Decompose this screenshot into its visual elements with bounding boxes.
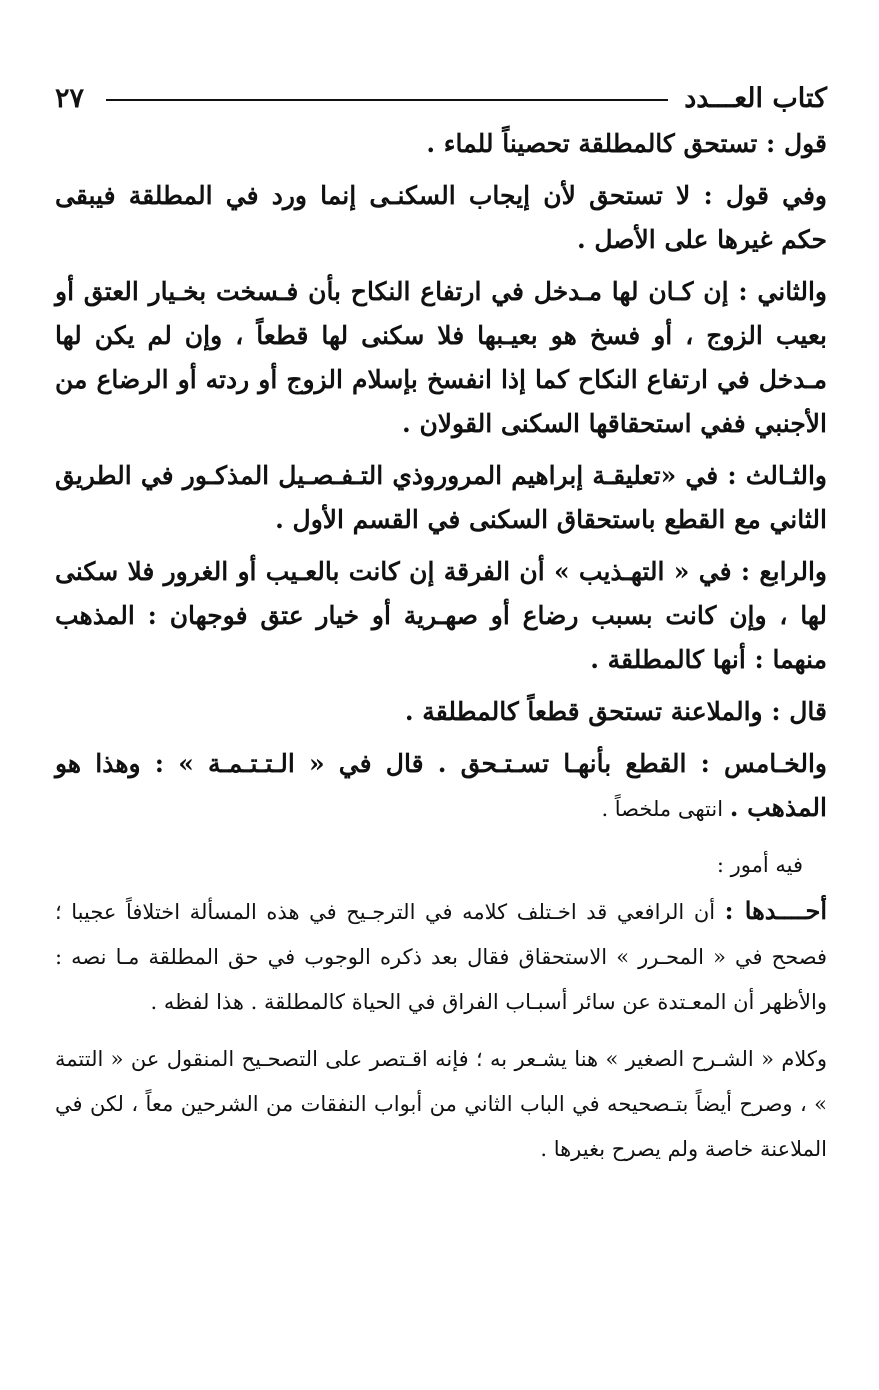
header-rule [106, 99, 668, 101]
paragraph-8: فيه أمور : [716, 853, 803, 877]
running-header [55, 78, 827, 118]
paragraph-3: والثاني : إن كـان لها مـدخل في ارتفاع النكاح بأن فـسخت بخـيار العتق أو بعيب الزوج ، أو فسخ هو بعيـبها فلا سكنى لها قطعاً ، وإن لم يكن لها مـدخل في ارتفاع النكاح كما إذا انفسخ بإسلام الزوج أو ردته أو الرضاع من الأجنبي ففي استحقاقها السكنى القولان . [55, 277, 827, 438]
paragraph-9 [55, 888, 827, 1025]
paragraph-6: قال : والملاعنة تستحق قطعاً كالمطلقة . [404, 697, 827, 726]
paragraph-7-lead: والخـامس : القطع بأنهـا تسـتـحق . قال في « الـتـتـمـة » : وهذا هو المذهب . [55, 749, 827, 822]
page [55, 78, 827, 1390]
paragraph-10: وكلام « الشـرح الصغير » هنا يشـعر به ؛ فإنه اقـتصر على التصحـيح المنقول عن « التتمة » ، وصرح أيضاً بتـصحيحه في الباب الثاني من أبواب النفقات من الشرحين معاً ، لكن في الملاعنة خاصة ولم يصرح بغيرها . [55, 1047, 827, 1161]
paragraph-9-tail: أن الرافعي قد اخـتلف كلامه في الترجـيح في هذه المسألة اختلافاً عجيبا ؛ فصحح في « المحـرر » الاستحقاق فقال بعد ذكره الوجوب في حق المطلقة مـا نصه : والأظهر أن المعـتدة عن سائر أسبـاب الفراق في الحياة كالمطلقة . هذا لفظه . [55, 900, 827, 1014]
header-title: كتاب العـــدد [684, 82, 827, 114]
paragraph-7-tail: انتهى ملخصاً . [601, 797, 730, 821]
paragraph-1: قول : تستحق كالمطلقة تحصيناً للماء . [426, 129, 827, 158]
paragraph-7 [55, 742, 827, 831]
paragraph-5: والرابع : في « التهـذيب » أن الفرقة إن كانت بالعـيب أو الغرور فلا سكنى لها ، وإن كانت بسبب رضاع أو صهـرية أو خيار عتق فوجهان : المذهب منهما : أنها كالمطلقة . [55, 557, 827, 674]
page-number: ٢٧ [55, 82, 85, 114]
paragraph-4: والثـالث : في «تعليقـة إبراهيم المروروذي التـفـصـيل المذكـور في الطريق الثاني مع القطع باستحقاق السكنى في القسم الأول . [55, 461, 827, 534]
paragraph-2: وفي قول : لا تستحق لأن إيجاب السكنـى إنما ورد في المطلقة فيبقى حكم غيرها على الأصل . [55, 181, 827, 254]
paragraph-9-lead: أحــــدها : [724, 896, 827, 925]
